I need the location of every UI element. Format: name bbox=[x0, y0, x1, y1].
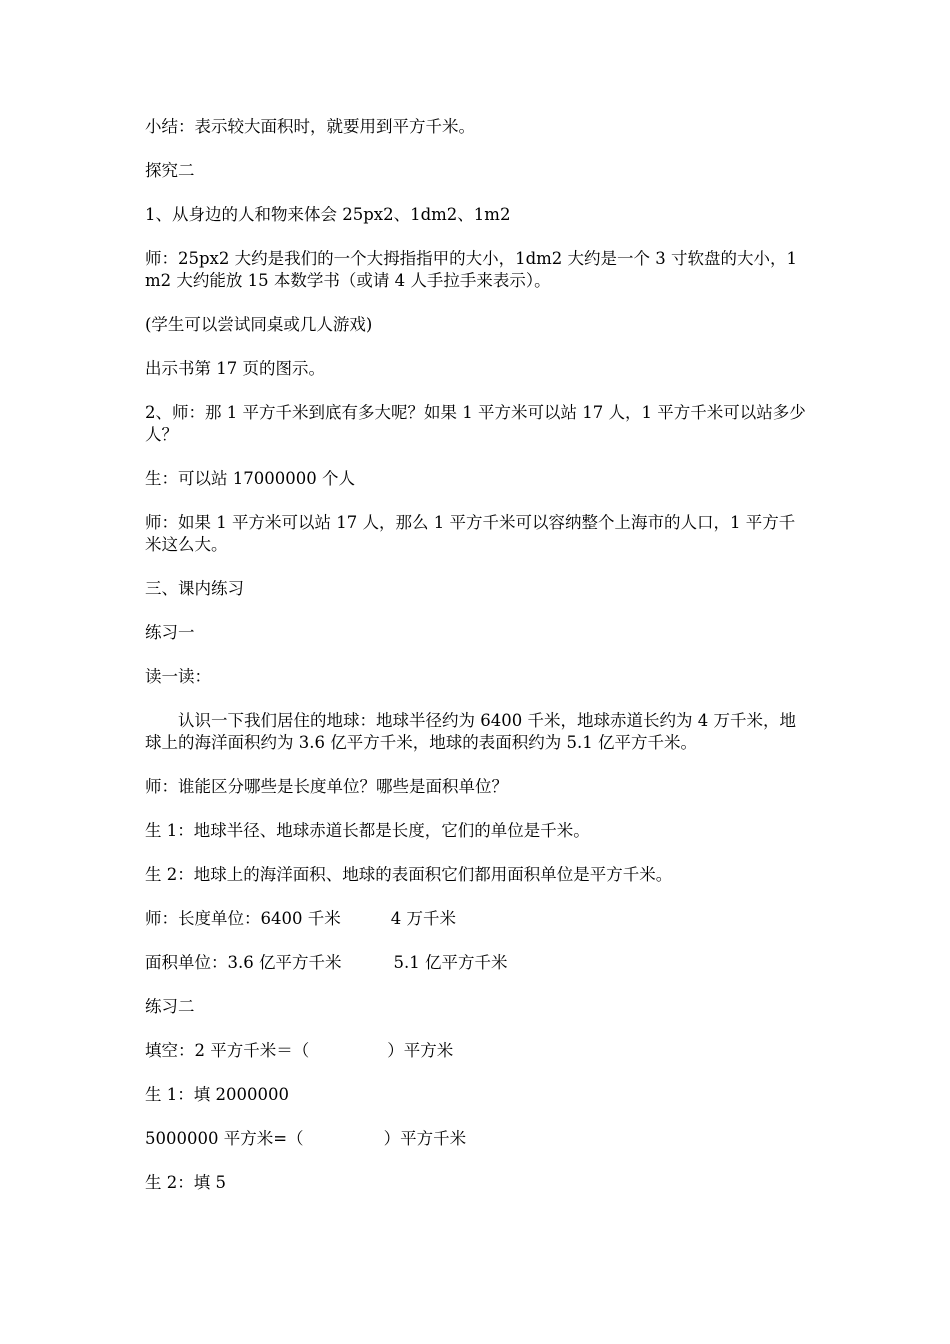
teacher-paragraph-units: 师：25px2 大约是我们的一个大拇指指甲的大小，1dm2 大约是一个 3 寸软盘的大小，1m2 大约能放 15 本数学书（或请 4 人手拉手来表示）。 bbox=[145, 249, 798, 290]
document-page bbox=[145, 116, 810, 1216]
length-units-label: 师：长度单位： bbox=[145, 909, 261, 928]
student-one-answer: 生 1：地球半径、地球赤道长都是长度，它们的单位是千米。 bbox=[145, 821, 590, 840]
student-two-answer: 生 2：地球上的海洋面积、地球的表面积它们都用面积单位是平方千米。 bbox=[145, 865, 673, 884]
student-one-fill-answer: 生 1：填 2000000 bbox=[145, 1085, 289, 1104]
explore-item-one: 1、从身边的人和物来体会 25px2、1dm2、1m2 bbox=[145, 205, 511, 224]
length-units-line bbox=[145, 908, 810, 930]
read-prompt: 读一读： bbox=[145, 667, 211, 686]
exercise-one-title: 练习一 bbox=[145, 623, 195, 642]
question-two-prefix: 5000000 平方米=（ bbox=[145, 1129, 304, 1148]
section-heading-practice: 三、课内练习 bbox=[145, 579, 244, 598]
student-answer-people: 生：可以站 17000000 个人 bbox=[145, 469, 355, 488]
earth-facts-paragraph: 认识一下我们居住的地球：地球半径约为 6400 千米，地球赤道长约为 4 万千米，地球上的海洋面积约为 3.6 亿平方千米，地球的表面积约为 5.1 亿平方千米。 bbox=[145, 711, 796, 752]
student-two-fill-answer: 生 2：填 5 bbox=[145, 1173, 226, 1192]
area-units-second: 5.1 亿平方千米 bbox=[393, 953, 508, 972]
teacher-question-units: 师：谁能区分哪些是长度单位？哪些是面积单位？ bbox=[145, 777, 508, 796]
explore-item-two: 2、师：那 1 平方千米到底有多大呢？如果 1 平方米可以站 17 人，1 平方千米可以站多少人？ bbox=[145, 403, 806, 444]
fill-blank-question-one bbox=[145, 1040, 810, 1062]
student-activity-note: (学生可以尝试同桌或几人游戏) bbox=[145, 315, 373, 334]
length-units-first: 6400 千米 bbox=[260, 909, 341, 928]
book-figure-note: 出示书第 17 页的图示。 bbox=[145, 359, 325, 378]
fill-blank-question-two bbox=[145, 1128, 810, 1150]
question-one-suffix: ）平方米 bbox=[387, 1041, 454, 1060]
teacher-paragraph-shanghai: 师：如果 1 平方米可以站 17 人，那么 1 平方千米可以容纳整个上海市的人口，1 平方千米这么大。 bbox=[145, 513, 796, 554]
question-two-suffix: ）平方千米 bbox=[383, 1129, 467, 1148]
length-units-second: 4 万千米 bbox=[390, 909, 456, 928]
exercise-two-title: 练习二 bbox=[145, 997, 195, 1016]
area-units-line bbox=[145, 952, 810, 974]
question-one-prefix: 填空：2 平方千米＝（ bbox=[145, 1041, 310, 1060]
area-units-first: 3.6 亿平方千米 bbox=[227, 953, 342, 972]
area-units-label: 面积单位： bbox=[145, 953, 228, 972]
summary-paragraph: 小结：表示较大面积时，就要用到平方千米。 bbox=[145, 117, 475, 136]
section-heading-explore-two: 探究二 bbox=[145, 161, 195, 180]
